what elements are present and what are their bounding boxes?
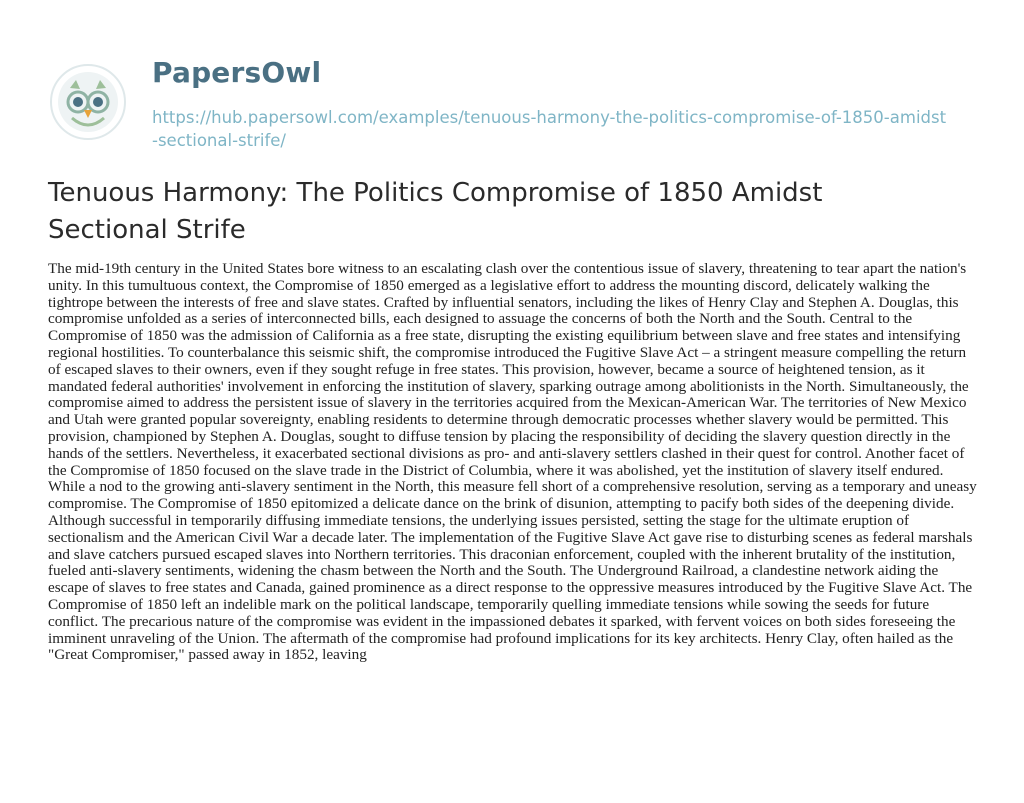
site-header: [48, 52, 988, 162]
source-url[interactable]: https://hub.papersowl.com/examples/tenuous-harmony-the-politics-compromise-of-1850-amidst-sectional-strife/: [152, 108, 947, 150]
document-body: The mid-19th century in the United States bore witness to an escalating clash over the contentious issue of slavery, threatening to tear apart the nation's unity. In this tumultuous context, the Compromise of 1850 emerged as a legislative effort to address the mounting discord, delicately walking the tightrope between the interests of free and slave states. Crafted by influential senators, including the likes of Henry Clay and Stephen A. Douglas, this compromise unfolded as a series of interconnected bills, each designed to assuage the concerns of both the North and the South. Central to the Compromise of 1850 was the admission of California as a free state, disrupting the existing equilibrium between slave and free states and intensifying regional hostilities. To counterbalance this seismic shift, the compromise introduced the Fugitive Slave Act – a stringent measure compelling the return of escaped slaves to their owners, even if they sought refuge in free states. This provision, however, became a source of heightened tension, as it mandated federal authorities' involvement in enforcing the institution of slavery, sparking outrage among abolitionists in the North. Simultaneously, the compromise aimed to address the persistent issue of slavery in the territories acquired from the Mexican-American War. The territories of New Mexico and Utah were granted popular sovereignty, enabling residents to determine through democratic processes whether slavery would be permitted. This provision, championed by Stephen A. Douglas, sought to diffuse tension by placing the responsibility of deciding the slavery question directly in the hands of the settlers. Nevertheless, it exacerbated sectional divisions as pro- and anti-slavery settlers clashed in their quest for control. Another facet of the Compromise of 1850 focused on the slave trade in the District of Columbia, where it was abolished, yet the institution of slavery itself endured. While a nod to the growing anti-slavery sentiment in the North, this measure fell short of a comprehensive resolution, serving as a temporary and uneasy compromise. The Compromise of 1850 epitomized a delicate dance on the brink of disunion, attempting to pacify both sides of the deepening divide. Although successful in temporarily diffusing immediate tensions, the underlying issues persisted, setting the stage for the ultimate eruption of sectionalism and the American Civil War a decade later. The implementation of the Fugitive Slave Act gave rise to disturbing scenes as federal marshals and slave catchers pursued escaped slaves into Northern territories. This draconian enforcement, coupled with the inherent brutality of the institution, fueled anti-slavery sentiments, widening the chasm between the North and the South. The Underground Railroad, a clandestine network aiding the escape of slaves to free states and Canada, gained prominence as a direct response to the oppressive measures introduced by the Fugitive Slave Act. The Compromise of 1850 left an indelible mark on the political landscape, temporarily quelling immediate tensions while sowing the seeds for future conflict. The precarious nature of the compromise was evident in the impassioned debates it sparked, with fervent voices on both sides foreseeing the imminent unraveling of the Union. The aftermath of the compromise had profound implications for its key architects. Henry Clay, often hailed as the "Great Compromiser," passed away in 1852, leaving: [48, 260, 977, 664]
owl-logo-icon[interactable]: [48, 62, 128, 142]
brand-name[interactable]: PapersOwl: [152, 56, 322, 89]
document-title: Tenuous Harmony: The Politics Compromise of 1850 Amidst Sectional Strife: [48, 178, 823, 245]
